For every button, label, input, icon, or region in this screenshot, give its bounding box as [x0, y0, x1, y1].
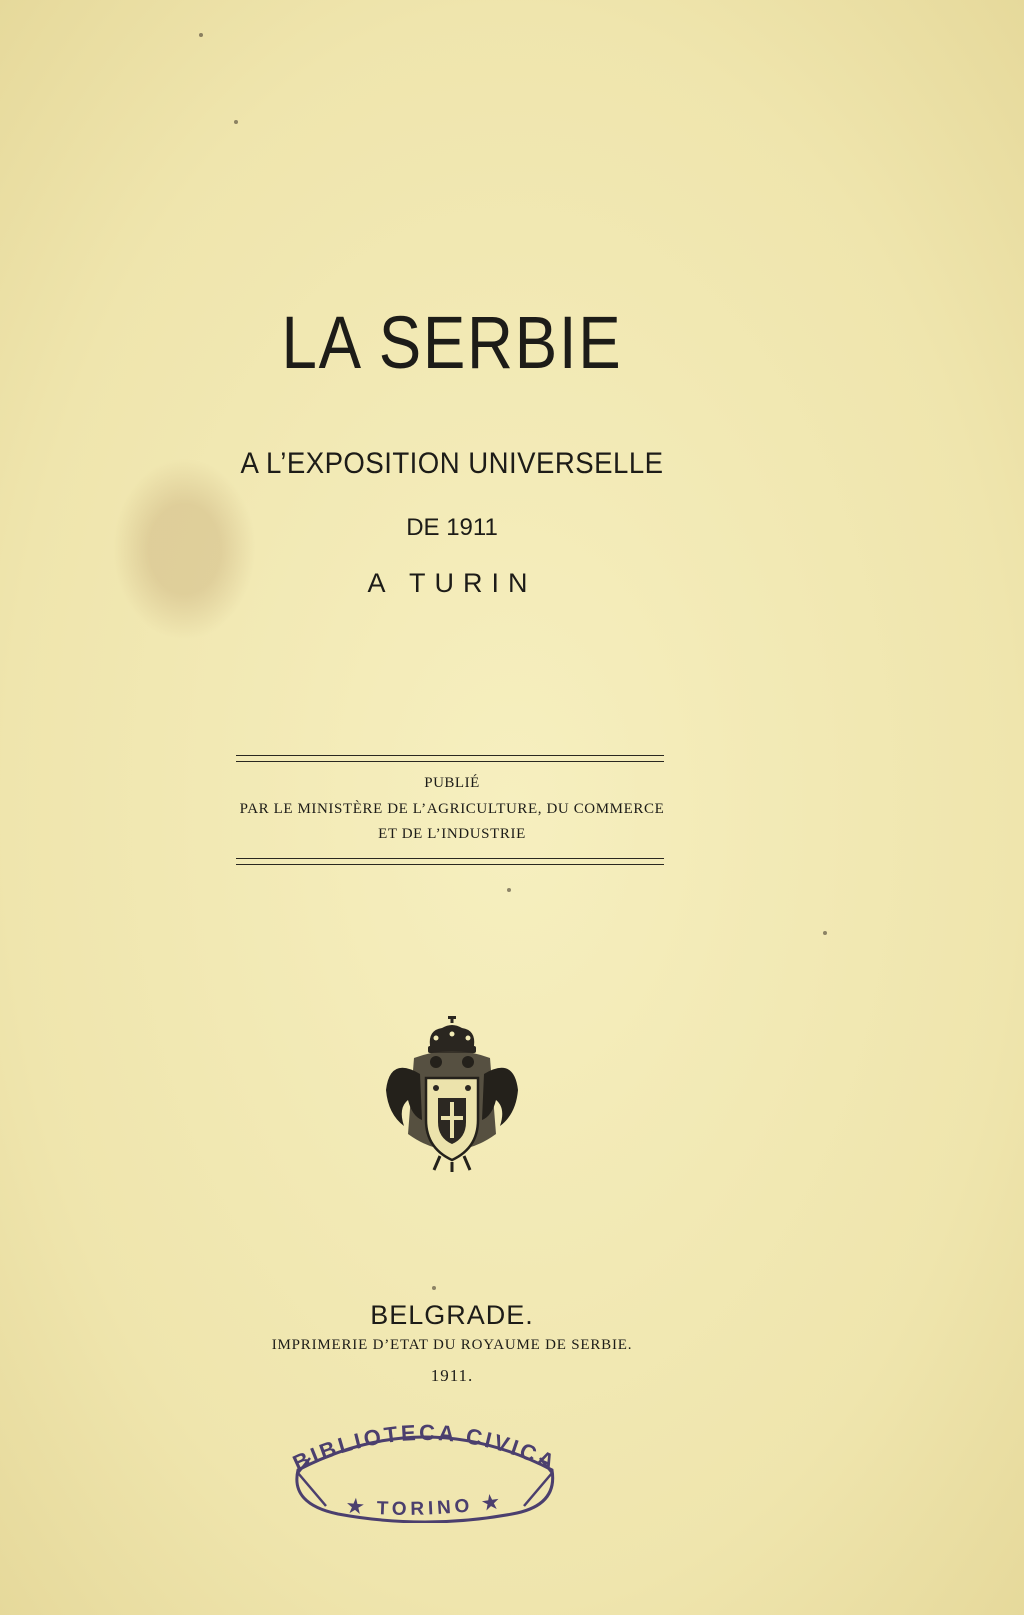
exhibition-place: A TURIN: [367, 568, 537, 598]
paper-speck: [507, 888, 511, 892]
paper-speck: [199, 33, 203, 37]
exhibition-year: DE 1911: [406, 514, 498, 541]
paper-speck: [823, 931, 827, 935]
library-stamp: [280, 1418, 570, 1523]
imprint-printer: IMPRIMERIE D’ETAT DU ROYAUME DE SERBIE.: [271, 1337, 633, 1353]
stamp-bottom-text: ★ TORINO ★: [345, 1491, 505, 1520]
stamp-top-text: BIBLIOTECA CIVICA: [288, 1419, 562, 1476]
divider-bottom: [236, 858, 664, 865]
book-title: LA SERBIE: [281, 301, 623, 384]
publisher-line-2: ET DE L’INDUSTRIE: [378, 826, 526, 842]
published-label: PUBLIÉ: [424, 775, 480, 791]
paper-speck: [234, 120, 238, 124]
serbian-coat-of-arms-icon: [384, 1016, 520, 1174]
svg-text:BIBLIOTECA CIVICA: [289, 1420, 561, 1476]
subtitle: A L’EXPOSITION UNIVERSELLE: [240, 447, 664, 480]
publisher-line-1: PAR LE MINISTÈRE DE L’AGRICULTURE, DU COMMERCE: [239, 801, 665, 817]
divider-top: [236, 755, 664, 762]
imprint-city: BELGRADE.: [370, 1300, 534, 1330]
imprint-year: 1911.: [430, 1366, 474, 1385]
svg-text:★ TORINO ★: [346, 1491, 505, 1520]
paper-speck: [432, 1286, 436, 1290]
